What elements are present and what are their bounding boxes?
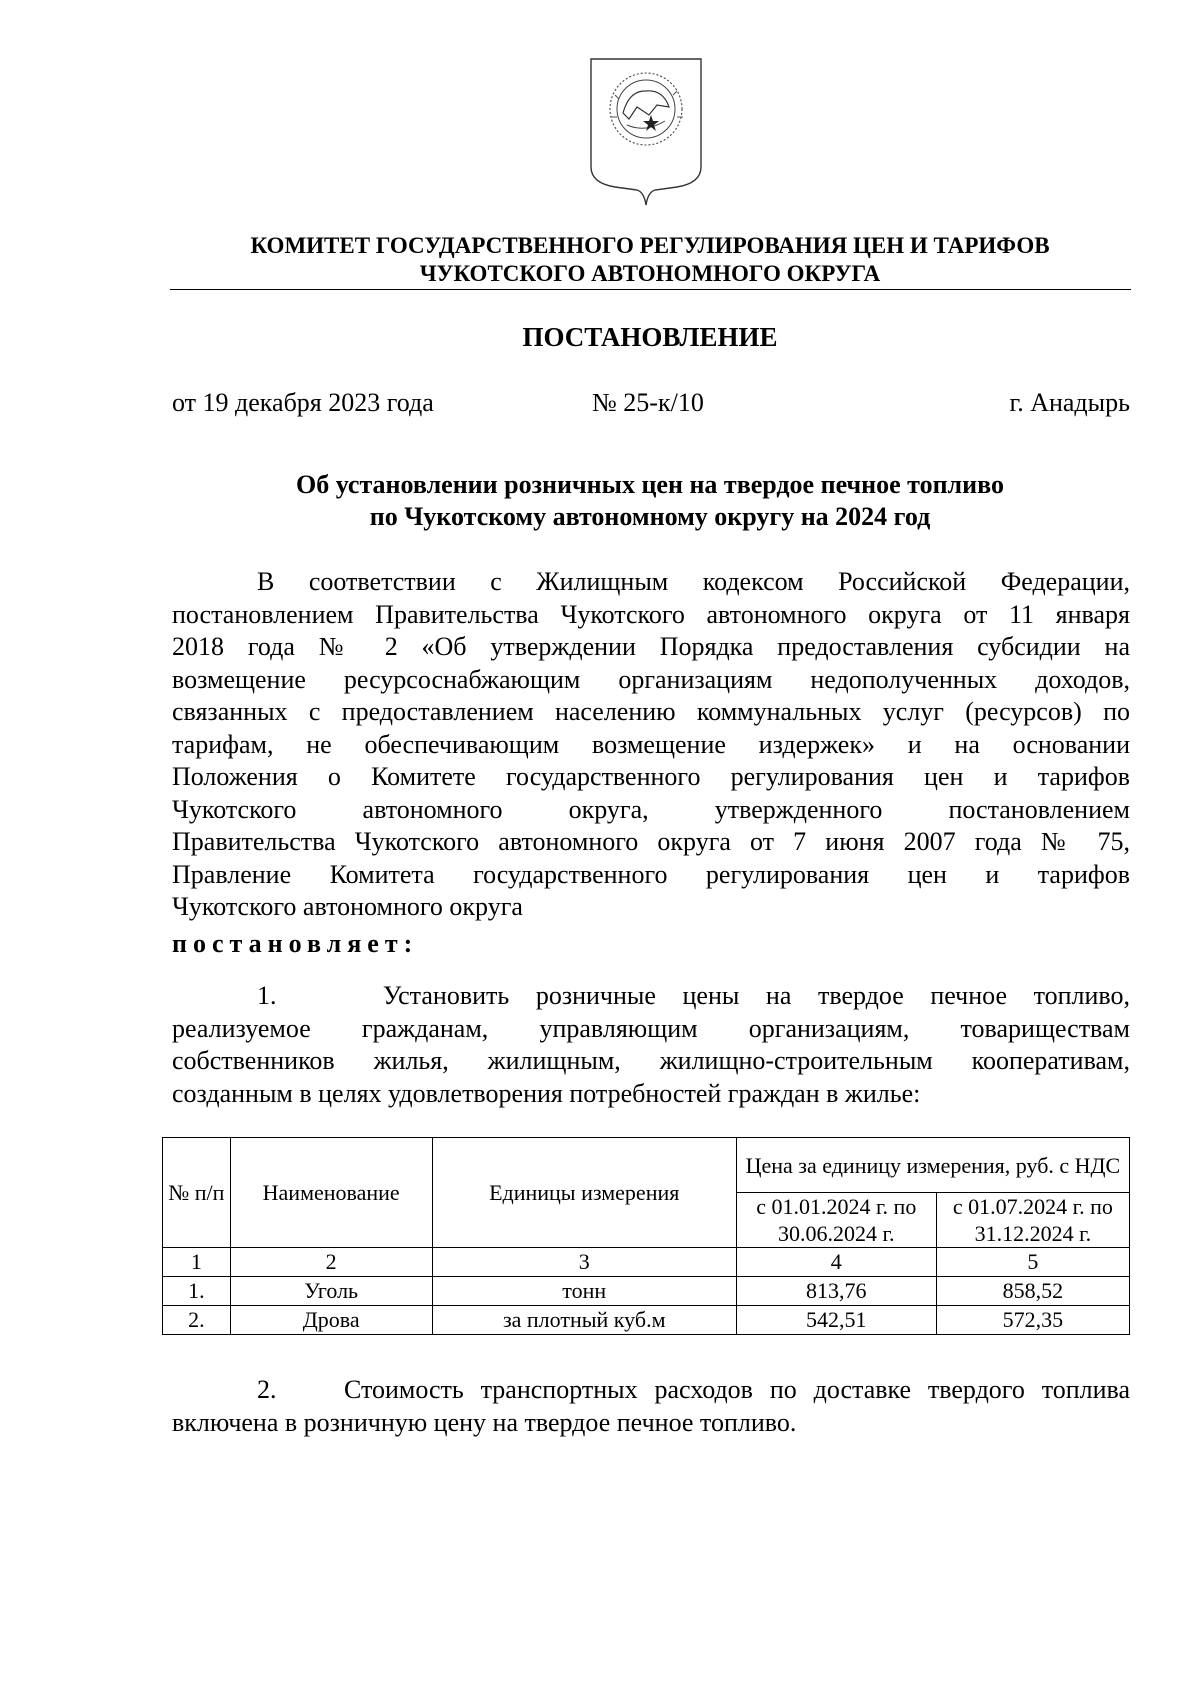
column-number-cell: 5: [936, 1248, 1129, 1277]
subject-line2: по Чукотскому автономному округу на 2024 год: [369, 502, 931, 531]
organization-name-line1: КОМИТЕТ ГОСУДАРСТВЕННОГО РЕГУЛИРОВАНИЯ ЦЕН И ТАРИФОВ: [250, 233, 1050, 258]
paragraph-line: Положения о Комитете государственного регулирования цен и тарифов: [172, 762, 1130, 791]
paragraph-line: Чукотского автономного округа: [172, 892, 523, 921]
header-divider: [170, 289, 1131, 290]
item1-paragraph: [172, 980, 1130, 1110]
row-price2-cell: 572,35: [936, 1306, 1129, 1335]
item2-paragraph: [172, 1374, 1130, 1439]
subject-line1: Об установлении розничных цен на твердое печное топливо: [295, 470, 1004, 499]
paragraph-line: 2. Стоимость транспортных расходов по доставке твердого топлива: [257, 1375, 1130, 1404]
paragraph-line: возмещение ресурсоснабжающим организациям недополученных доходов,: [172, 664, 1130, 694]
header-cell-unit: Единицы измерения: [432, 1138, 736, 1248]
row-unit-cell: тонн: [432, 1277, 736, 1306]
table-header-row: [163, 1138, 1130, 1193]
preamble-paragraph: [172, 566, 1130, 924]
header-cell-period2: с 01.07.2024 г. по 31.12.2024 г.: [936, 1193, 1129, 1248]
column-number-cell: 3: [432, 1248, 736, 1277]
decree-word: постановляет:: [172, 929, 419, 958]
column-number-cell: 4: [736, 1248, 936, 1277]
paragraph-line: 2018 года № 2 «Об утверждении Порядка предоставления субсидии на: [172, 632, 1130, 661]
header-cell-price: Цена за единицу измерения, руб. с НДС: [736, 1138, 1129, 1193]
column-number-cell: 2: [230, 1248, 432, 1277]
paragraph-line: В соответствии с Жилищным кодексом Российской Федерации,: [257, 567, 1130, 596]
row-price1-cell: 542,51: [736, 1306, 936, 1335]
row-price1-cell: 813,76: [736, 1277, 936, 1306]
document-date: от 19 декабря 2023 года: [172, 388, 434, 417]
paragraph-line: Чукотского автономного округа, утвержденного постановлением: [172, 794, 1130, 824]
header-cell-period1: с 01.01.2024 г. по 30.06.2024 г.: [736, 1193, 936, 1248]
paragraph-line: собственников жилья, жилищным, жилищно-строительным кооперативам,: [172, 1046, 1130, 1075]
row-unit-cell: за плотный куб.м: [432, 1306, 736, 1335]
row-number-cell: 2.: [163, 1306, 231, 1335]
paragraph-line: связанных с предоставлением населению коммунальных услуг (ресурсов) по: [172, 697, 1130, 726]
organization-name-line2: ЧУКОТСКОГО АВТОНОМНОГО ОКРУГА: [419, 261, 881, 286]
coat-of-arms-emblem: [585, 55, 707, 207]
paragraph-line: включена в розничную цену на твердое печное топливо.: [172, 1407, 797, 1437]
row-name-cell: Дрова: [230, 1306, 432, 1335]
table-row: [163, 1306, 1130, 1335]
row-price2-cell: 858,52: [936, 1277, 1129, 1306]
paragraph-line: Правительства Чукотского автономного округа от 7 июня 2007 года № 75,: [172, 827, 1130, 856]
document-number: № 25-к/10: [592, 388, 704, 417]
paragraph-line: реализуемое гражданам, управляющим организациям, товариществам: [172, 1013, 1130, 1043]
header-cell-name: Наименование: [230, 1138, 432, 1248]
header-cell-number: № п/п: [163, 1138, 231, 1248]
row-name-cell: Уголь: [230, 1277, 432, 1306]
paragraph-line: постановлением Правительства Чукотского автономного округа от 11 января: [172, 599, 1130, 629]
price-table: [162, 1137, 1130, 1335]
column-number-cell: 1: [163, 1248, 231, 1277]
paragraph-line: созданным в целях удовлетворения потребностей граждан в жилье:: [172, 1078, 921, 1108]
paragraph-line: Правление Комитета государственного регулирования цен и тарифов: [172, 859, 1130, 889]
table-column-numbers-row: [163, 1248, 1130, 1277]
table-row: [163, 1277, 1130, 1306]
document-type-title: ПОСТАНОВЛЕНИЕ: [522, 322, 778, 352]
document-city: г. Анадырь: [1009, 388, 1130, 417]
paragraph-line: тарифам, не обеспечивающим возмещение издержек» и на основании: [172, 729, 1130, 759]
row-number-cell: 1.: [163, 1277, 231, 1306]
paragraph-line: 1. Установить розничные цены на твердое печное топливо,: [257, 981, 1130, 1010]
